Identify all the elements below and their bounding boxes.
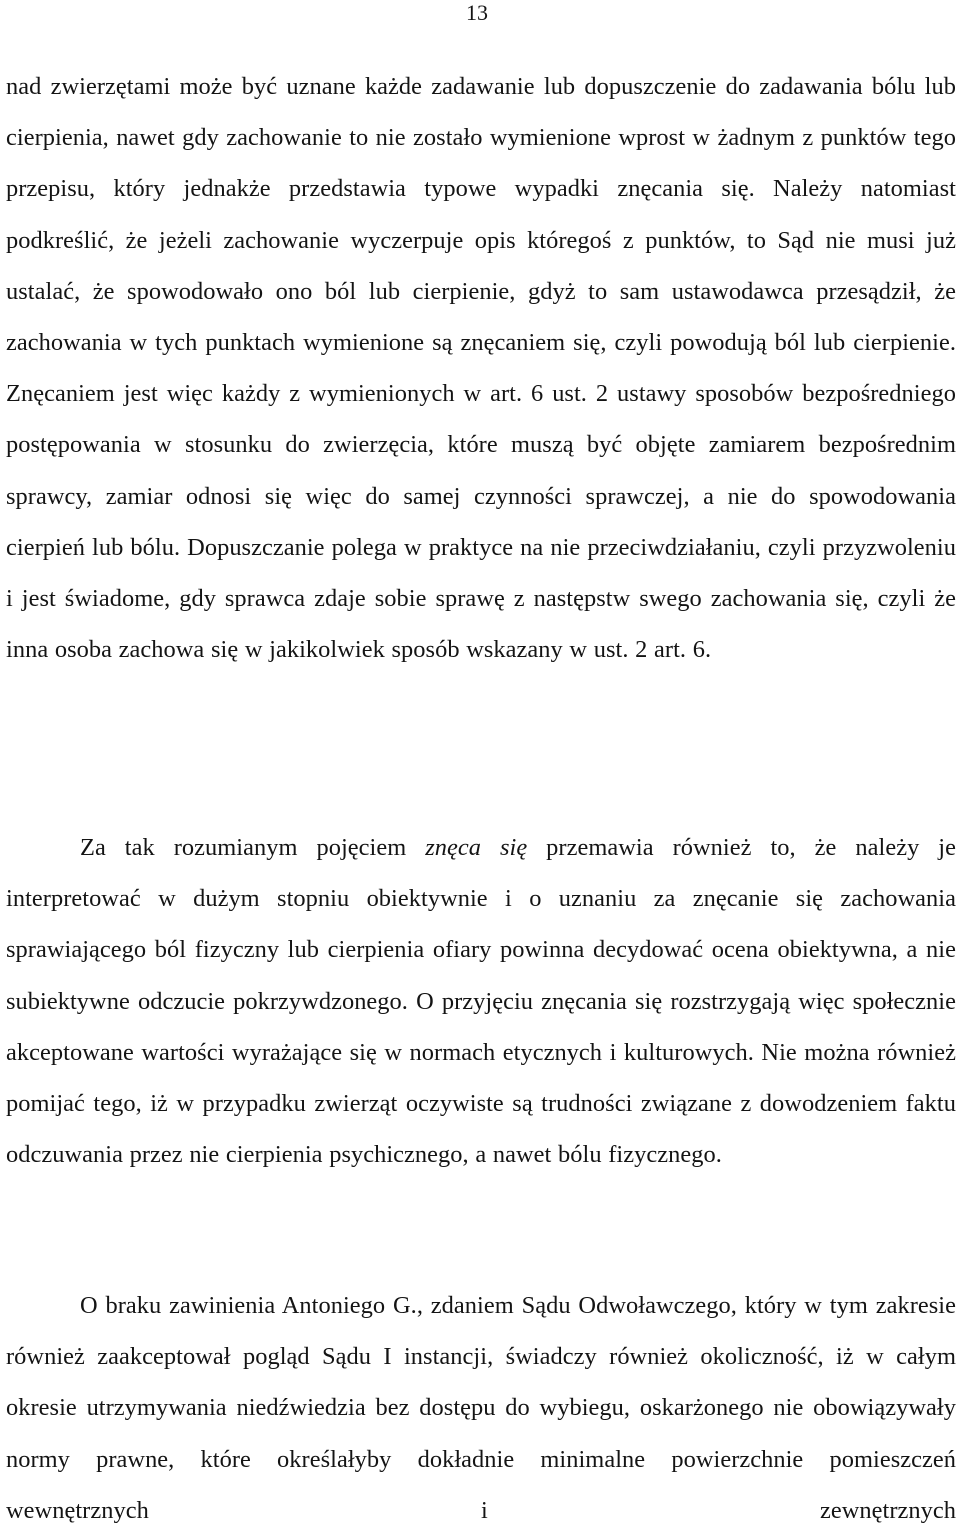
paragraph-3: O braku zawinienia Antoniego G., zdaniem Sądu Odwoławczego, który w tym zakresie również zaakceptował pogląd Sądu I instancji, świadczy również okoliczność, iż w całym okresie utrzymywania niedźwiedzia bez dostępu do wybiegu, oskarżonego nie obowiązywały normy prawne, które określałyby dokładnie minimalne powierzchnie pomieszczeń wewnętrznych i zewnętrznych [6,1292,956,1524]
page-number: 13 [466,0,488,25]
paragraph-1: nad zwierzętami może być uznane każde zadawanie lub dopuszczenie do zadawania bólu lub cierpienia, nawet gdy zachowanie to nie zostało wymienione wprost w żadnym z punktów tego przepisu, który jednakże przedstawia typowe wypadki znęcania się. Należy natomiast podkreślić, że jeżeli zachowanie wyczerpuje opis któregoś z punktów, to Sąd nie musi już ustalać, że spowodowało ono ból lub cierpienie, gdyż to sam ustawodawca przesądził, że zachowania w tych punktach wymienione są znęcaniem się, czyli powodują ból lub cierpienie. Znęcaniem jest więc każdy z wymienionych w art. 6 ust. 2 ustawy sposobów bezpośredniego postępowania w stosunku do zwierzęcia, które muszą być objęte zamiarem bezpośrednim sprawcy, zamiar odnosi się więc do samej czynności sprawczej, a nie do spowodowania cierpień lub bólu. Dopuszczanie polega w praktyce na nie przeciwdziałaniu, czyli przyzwoleniu i jest świadome, gdy sprawca zdaje sobie sprawę z następstw swego zachowania się, czyli że inna osoba zachowa się w jakikolwiek sposób wskazany w ust. 2 art. 6. [6,73,956,664]
paragraph-2-text-end: przemawia również to, że należy je interpretować w dużym stopniu obiektywnie i o uznaniu za znęcanie się zachowania sprawiającego ból fizyczny lub cierpienia ofiary powinna decydować ocena obiektywna, a nie subiektywne odczucie pokrzywdzonego. O przyjęciu znęcania się rozstrzygają więc społecznie akceptowane wartości wyrażające się w normach etycznych i kulturowych. Nie można również pomijać tego, iż w przypadku zwierząt oczywiste są trudności związane z dowodzeniem faktu odczuwania przez nie cierpienia psychicznego, a nawet bólu fizycznego. [6,834,956,1169]
paragraph-2 [6,822,956,1180]
paragraph-2-italic-phrase: znęca się [425,834,528,861]
paragraph-2-text-start: Za tak rozumianym pojęciem [80,834,426,861]
